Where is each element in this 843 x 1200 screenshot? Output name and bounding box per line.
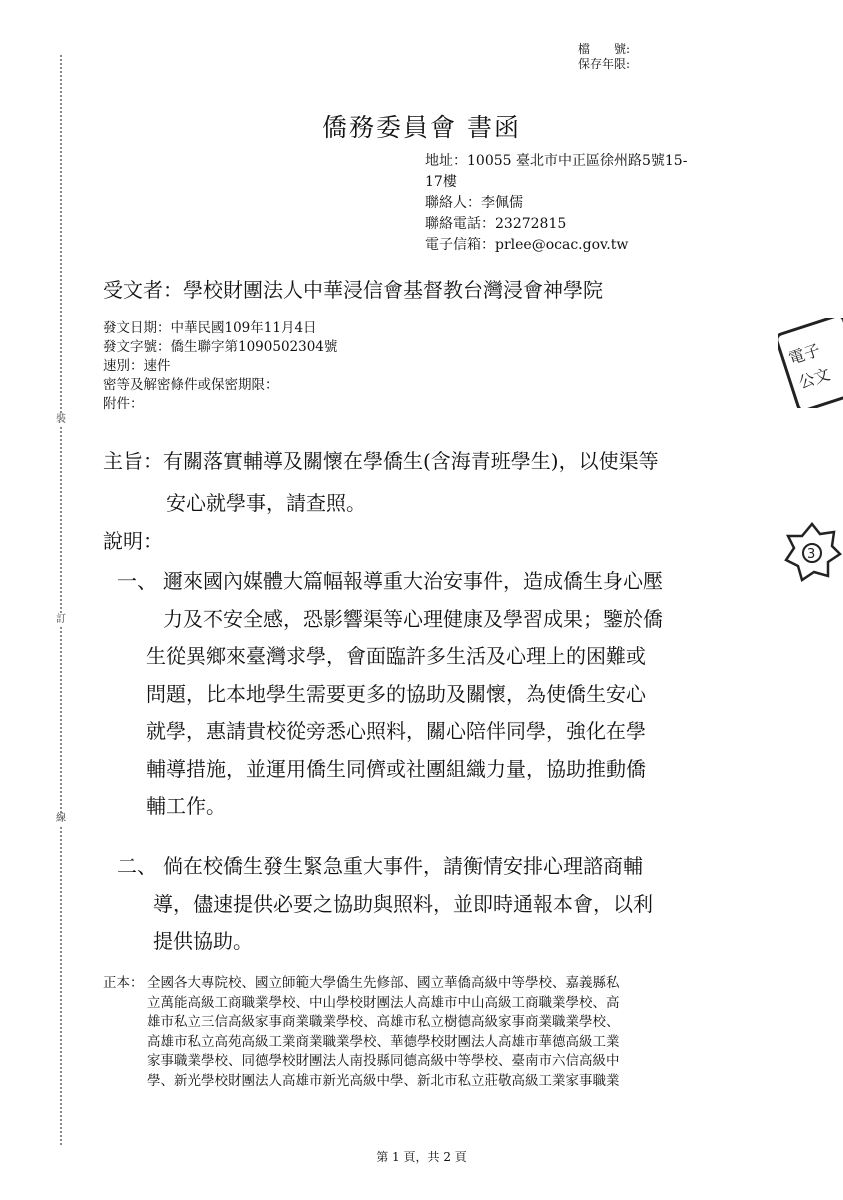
- cc-line: 立萬能高級工商職業學校、中山學校財團法人高雄市中山高級工商職業學校、高: [147, 994, 620, 1011]
- cc-line: 學、新光學校財團法人高雄市新光高級中學、新北市私立莊敬高級工業家事職業: [147, 1072, 620, 1089]
- document-number: 發文字號：僑生聯字第1090502304號: [103, 339, 338, 355]
- cc-label: 正本：: [103, 975, 144, 991]
- item-line: 導，儘速提供必要之協助與照料，並即時通報本會，以利: [153, 891, 653, 916]
- cc-recipients: [103, 974, 620, 1091]
- binding-mark-zhuang: 裝: [56, 414, 66, 425]
- sender-address-line1: 地址：10055 臺北市中正區徐州路5號15-: [425, 153, 688, 169]
- subject: [103, 440, 659, 524]
- stamp-char: 電子: [786, 340, 823, 369]
- subject-line-2: 安心就學事，請查照。: [166, 491, 366, 515]
- item-line: 輔導措施，並運用僑生同儕或社團組織力量，協助推動僑: [146, 756, 646, 781]
- explanation-label: 說明：: [103, 529, 163, 553]
- binding-margin-dotted-line: [60, 55, 62, 1145]
- recipient: 受文者：學校財團法人中華浸信會基督教台灣浸會神學院: [103, 278, 603, 302]
- delivery-speed: 速別：速件: [103, 358, 171, 374]
- subject-line-1: 主旨：有關落實輔導及關懷在學僑生(含海青班學生)，以使渠等: [103, 449, 659, 473]
- item-number: 二、: [117, 854, 157, 878]
- item-line: 生從異鄉來臺灣求學，會面臨許多生活及心理上的困難或: [146, 644, 646, 668]
- binding-mark-ding: 訂: [56, 614, 66, 625]
- item-number: 一、: [117, 569, 157, 593]
- sender-email: 電子信箱：prlee@ocac.gov.tw: [425, 237, 629, 253]
- cc-line: 雄市私立三信高級家事商業職業學校、高雄市私立樹德高級家事商業職業學校、: [147, 1014, 620, 1030]
- item-line: 問題，比本地學生需要更多的協助及關懷，為使僑生安心: [146, 681, 646, 706]
- sender-contact: 聯絡人：李佩儒: [425, 195, 523, 211]
- electronic-document-stamp: [778, 318, 843, 408]
- stamp-char: 公文: [796, 364, 833, 393]
- cc-line: 高雄市私立高苑高級工業商業職業學校、華德學校財團法人高雄市華德高級工業: [147, 1033, 620, 1050]
- page-number: 第 1 頁，共 2 頁: [376, 1150, 467, 1164]
- archive-info: [578, 42, 630, 72]
- retention-period-label: 保存年限:: [578, 57, 631, 71]
- issue-date: 發文日期：中華民國109年11月4日: [103, 320, 317, 336]
- seal-icon: [782, 522, 842, 582]
- document-title: 僑務委員會 書函: [322, 113, 521, 142]
- binding-mark-xian: 線: [56, 813, 66, 824]
- sender-phone: 聯絡電話：23272815: [425, 216, 567, 232]
- item-line: 提供協助。: [153, 929, 253, 953]
- file-number-label: 檔 號:: [578, 42, 631, 56]
- item-line: 就學，惠請貴校從旁悉心照料，關心陪伴同學，強化在學: [146, 719, 646, 743]
- explanation-item-2: [117, 848, 653, 961]
- attachments: 附件：: [103, 396, 144, 412]
- secrecy-level: 密等及解密條件或保密期限：: [103, 377, 279, 393]
- seal-number: 3: [807, 547, 816, 562]
- item-line: 邇來國內媒體大篇幅報導重大治安事件，造成僑生身心壓: [163, 569, 663, 593]
- item-line: 輔工作。: [146, 794, 226, 818]
- cc-line: 全國各大專院校、國立師範大學僑生先修部、國立華僑高級中等學校、嘉義縣私: [147, 975, 620, 991]
- item-line: 倘在校僑生發生緊急重大事件，請衡情安排心理諮商輔: [163, 854, 643, 878]
- sender-address-line2: 17樓: [425, 174, 457, 190]
- explanation-item-1: [117, 563, 663, 826]
- sender-info: [425, 151, 755, 256]
- cc-line: 家事職業學校、同德學校財團法人南投縣同德高級中等學校、臺南市六信高級中: [147, 1053, 620, 1069]
- item-line: 力及不安全感，恐影響渠等心理健康及學習成果；鑒於僑: [163, 606, 663, 631]
- document-meta: [103, 319, 337, 414]
